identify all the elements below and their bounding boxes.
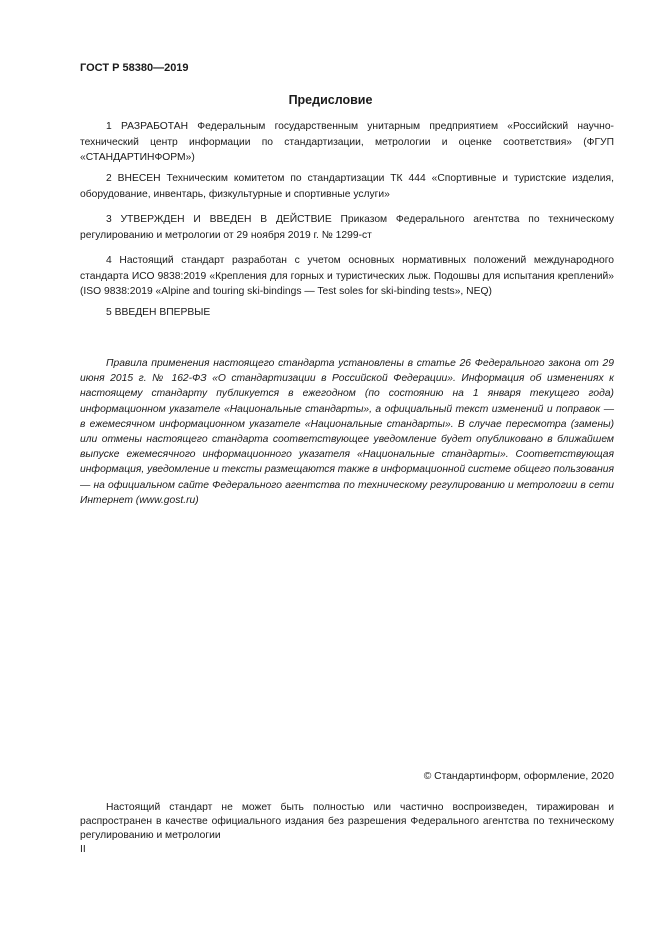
foreword-item-4	[80, 253, 614, 300]
foreword-item-3	[80, 212, 614, 243]
copyright-line: © Стандартинформ, оформление, 2020	[423, 771, 614, 782]
foreword-item-1	[80, 119, 614, 166]
page-number: II	[80, 844, 86, 855]
foreword-item-text: 4 Настоящий стандарт разработан с учетом основных нормативных положений международного стандарта ИСО 9838:2019 «Крепления для горных и туристических лыж. Подошвы для испытания креплений» (ISO 9838:2019 «Alpine and touring ski-bindings — Test soles for ski-binding tests», NEQ)	[80, 255, 614, 297]
foreword-item-text: 3 УТВЕРЖДЕН И ВВЕДЕН В ДЕЙСТВИЕ Приказом Федерального агентства по техническому регулированию и метрологии от 29 ноября 2019 г. № 1299-ст	[80, 214, 614, 241]
application-rules-notice: Правила применения настоящего стандарта установлены в статье 26 Федерального закона от 29 июня 2015 г. № 162-ФЗ «О стандартизации в Российской Федерации». Информация об изменениях к настоящему стандарту публикуется в ежегодном (по состоянию на 1 января текущего года) информационном указателе «Национальные стандарты», а официальный текст изменений и поправок — в ежемесячном информационном указателе «Национальные стандарты». В случае пересмотра (замены) или отмены настоящего стандарта соответствующее уведомление будет опубликовано в ближайшем выпуске ежемесячного информационного указателя «Национальные стандарты». Соответствующая информация, уведомление и тексты размещаются также в информационной системе общего пользования — на официальном сайте Федерального агентства по техническому регулированию и метрологии в сети Интернет (www.gost.ru)	[80, 358, 614, 506]
page-title: Предисловие	[288, 93, 373, 107]
foreword-item-5	[80, 305, 614, 321]
document-id: ГОСТ Р 58380—2019	[80, 62, 189, 74]
foreword-item-2	[80, 171, 614, 202]
foreword-item-text: 1 РАЗРАБОТАН Федеральным государственным унитарным предприятием «Российский научно-технический центр информации по стандартизации, метрологии и оценке соответствия» (ФГУП «СТАНДАРТИНФОРМ»)	[80, 121, 614, 163]
foreword-item-text: 2 ВНЕСЕН Техническим комитетом по стандартизации ТК 444 «Спортивные и туристские изделия, оборудование, инвентарь, физкультурные и спортивные услуги»	[80, 173, 614, 200]
foreword-item-text: 5 ВВЕДЕН ВПЕРВЫЕ	[106, 307, 211, 318]
reproduction-notice: Настоящий стандарт не может быть полностью или частично воспроизведен, тиражирован и распространен в качестве официального издания без разрешения Федерального агентства по техническому регулированию и метрологии	[80, 802, 614, 841]
